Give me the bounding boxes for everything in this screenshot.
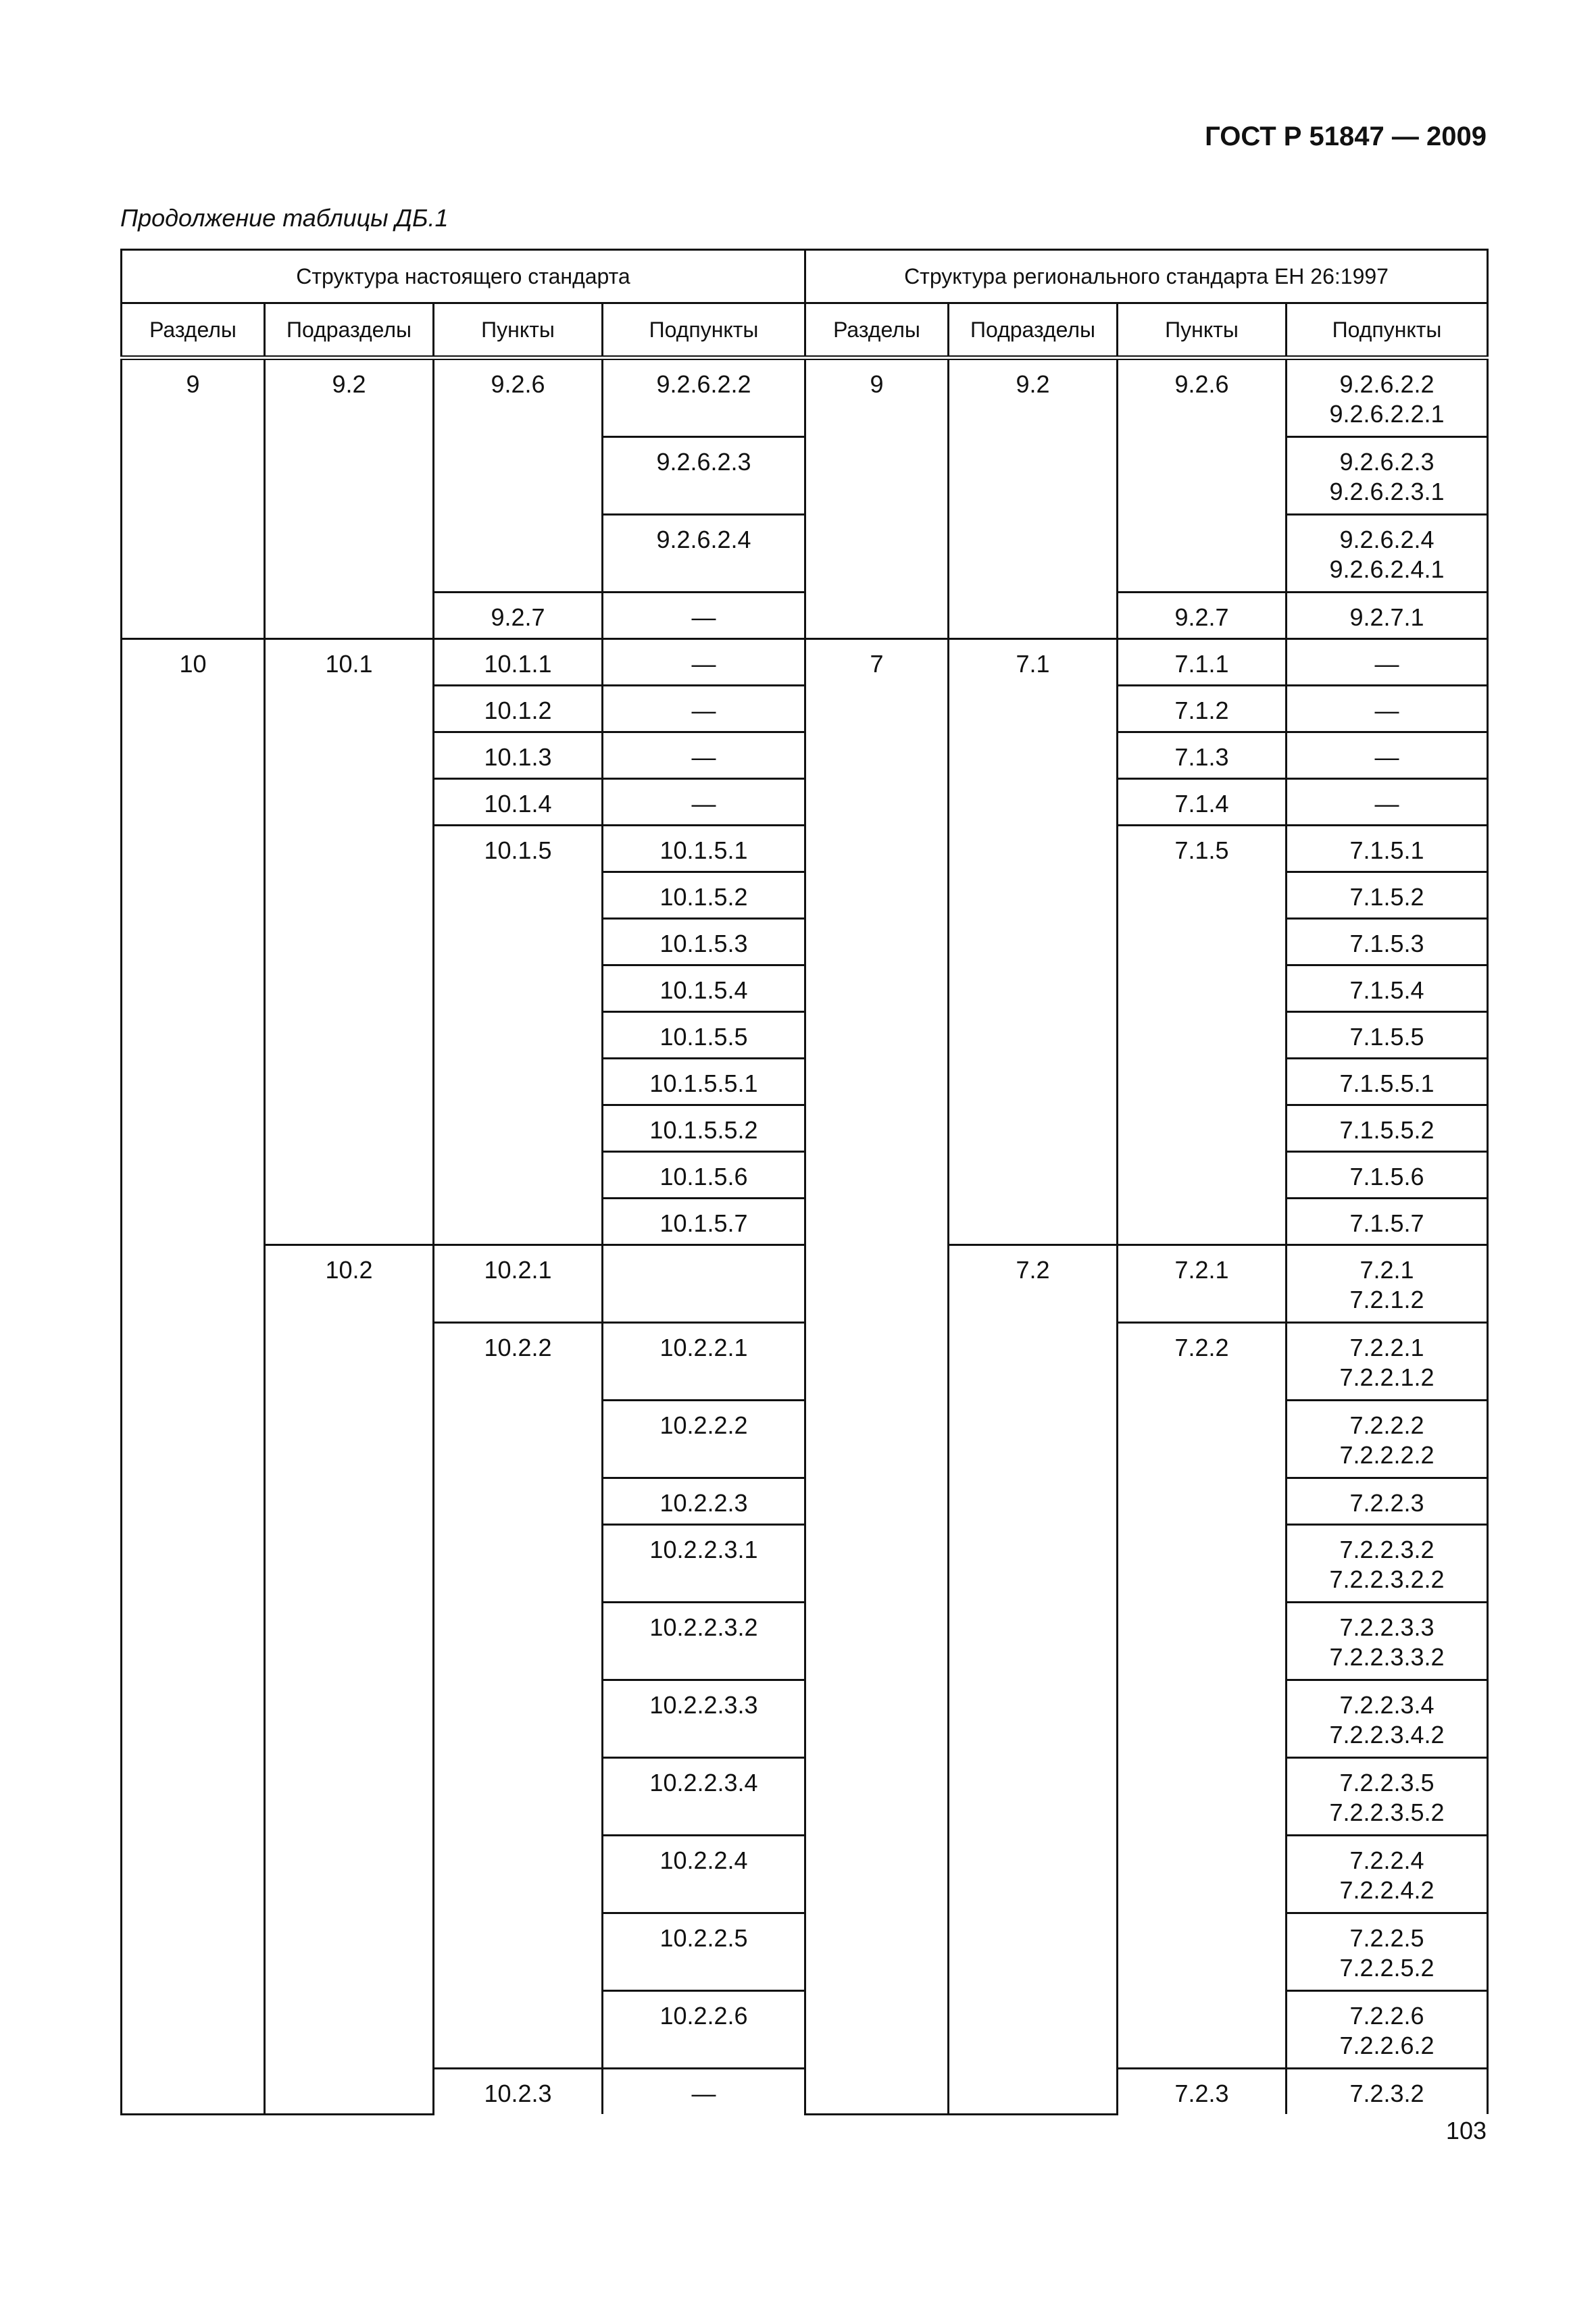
cell-left-subclause: — — [603, 593, 805, 639]
cell-left-subclause: 10.1.5.7 — [603, 1199, 805, 1245]
cell-left-subsection: 10.2 — [265, 1245, 434, 2115]
cell-right-subclause: 7.2.2.3.4 7.2.2.3.4.2 — [1287, 1680, 1488, 1758]
cell-left-subclause: 9.2.6.2.3 — [603, 437, 805, 515]
cell-right-clause: 7.1.2 — [1118, 686, 1287, 732]
cell-right-subclause: 7.2.2.6 7.2.2.6.2 — [1287, 1991, 1488, 2069]
table-column-header-row — [122, 303, 1488, 358]
cell-left-subclause: 10.1.5.2 — [603, 872, 805, 919]
cell-right-subsection: 9.2 — [949, 358, 1118, 639]
cell-left-subclause: 10.1.5.5 — [603, 1012, 805, 1059]
column-header: Пункты — [1118, 303, 1287, 358]
cell-left-clause: 10.2.2 — [434, 1323, 603, 2069]
cell-right-subsection: 7.2 — [949, 1245, 1118, 2115]
cell-left-subclause: 10.1.5.3 — [603, 919, 805, 965]
document-header: ГОСТ Р 51847 — 2009 — [1205, 122, 1487, 151]
cell-left-clause: 10.2.3 — [434, 2069, 603, 2115]
cell-left-section: 10 — [122, 639, 265, 2115]
cell-right-subclause: 7.2.2.5 7.2.2.5.2 — [1287, 1913, 1488, 1991]
cell-left-subclause — [603, 1245, 805, 1323]
cell-right-clause: 7.2.1 — [1118, 1245, 1287, 1323]
group-header-left: Структура настоящего стандарта — [122, 250, 805, 303]
table-row — [122, 1245, 1488, 1323]
cell-left-subclause: 10.2.2.3.2 — [603, 1603, 805, 1680]
cell-left-subclause: 10.2.2.3 — [603, 1478, 805, 1525]
cell-right-subclause: 7.2.2.3.5 7.2.2.3.5.2 — [1287, 1758, 1488, 1836]
cell-right-subclause: 9.2.7.1 — [1287, 593, 1488, 639]
cell-left-subclause: 10.2.2.3.1 — [603, 1525, 805, 1603]
cell-right-clause: 9.2.6 — [1118, 358, 1287, 593]
cell-right-section: 7 — [805, 639, 949, 2115]
cell-right-subclause: 7.2.3.2 — [1287, 2069, 1488, 2115]
cell-right-subclause: 7.2.2.2 7.2.2.2.2 — [1287, 1401, 1488, 1478]
cell-right-subclause: 9.2.6.2.3 9.2.6.2.3.1 — [1287, 437, 1488, 515]
cell-right-clause: 9.2.7 — [1118, 593, 1287, 639]
cell-left-subsection: 9.2 — [265, 358, 434, 639]
correspondence-table — [120, 249, 1489, 2115]
cell-right-subclause: — — [1287, 779, 1488, 826]
group-header-right: Структура регионального стандарта ЕН 26:1997 — [805, 250, 1488, 303]
cell-left-subsection: 10.1 — [265, 639, 434, 1245]
cell-right-subclause: 7.1.5.2 — [1287, 872, 1488, 919]
cell-right-subclause: 9.2.6.2.4 9.2.6.2.4.1 — [1287, 515, 1488, 593]
cell-left-subclause: 10.1.5.4 — [603, 965, 805, 1012]
table-row — [122, 639, 1488, 686]
column-header: Пункты — [434, 303, 603, 358]
cell-right-subclause: — — [1287, 639, 1488, 686]
page-number: 103 — [1445, 2117, 1487, 2144]
cell-left-subclause: 10.2.2.4 — [603, 1836, 805, 1913]
cell-left-subclause: 10.2.2.6 — [603, 1991, 805, 2069]
cell-left-subclause: — — [603, 2069, 805, 2115]
cell-right-subclause: 9.2.6.2.2 9.2.6.2.2.1 — [1287, 358, 1488, 437]
column-header: Подразделы — [949, 303, 1118, 358]
cell-left-subclause: 10.2.2.1 — [603, 1323, 805, 1401]
cell-left-subclause: — — [603, 686, 805, 732]
cell-right-subclause: 7.2.1 7.2.1.2 — [1287, 1245, 1488, 1323]
cell-right-subclause: — — [1287, 686, 1488, 732]
cell-left-clause: 10.1.4 — [434, 779, 603, 826]
cell-right-subclause: 7.2.2.3.2 7.2.2.3.2.2 — [1287, 1525, 1488, 1603]
column-header: Разделы — [805, 303, 949, 358]
cell-left-subclause: 10.1.5.5.1 — [603, 1059, 805, 1105]
cell-right-subclause: 7.2.2.1 7.2.2.1.2 — [1287, 1323, 1488, 1401]
cell-right-subclause: 7.1.5.5.2 — [1287, 1105, 1488, 1152]
cell-left-subclause: 10.2.2.3.3 — [603, 1680, 805, 1758]
cell-right-subclause: 7.2.2.3 — [1287, 1478, 1488, 1525]
cell-right-clause: 7.1.3 — [1118, 732, 1287, 779]
cell-left-subclause: 10.1.5.5.2 — [603, 1105, 805, 1152]
column-header: Подпункты — [1287, 303, 1488, 358]
cell-left-clause: 10.1.3 — [434, 732, 603, 779]
column-header: Подразделы — [265, 303, 434, 358]
cell-right-subsection: 7.1 — [949, 639, 1118, 1245]
cell-left-subclause: 10.2.2.2 — [603, 1401, 805, 1478]
cell-left-subclause: 10.2.2.5 — [603, 1913, 805, 1991]
cell-right-subclause: 7.1.5.3 — [1287, 919, 1488, 965]
cell-left-subclause: — — [603, 639, 805, 686]
cell-right-subclause: 7.1.5.7 — [1287, 1199, 1488, 1245]
cell-left-subclause: 10.1.5.6 — [603, 1152, 805, 1199]
cell-left-clause: 10.1.1 — [434, 639, 603, 686]
cell-right-subclause: 7.1.5.5.1 — [1287, 1059, 1488, 1105]
cell-right-subclause: — — [1287, 732, 1488, 779]
cell-left-section: 9 — [122, 358, 265, 639]
cell-left-clause: 10.2.1 — [434, 1245, 603, 1323]
cell-left-clause: 9.2.6 — [434, 358, 603, 593]
cell-left-subclause: 10.1.5.1 — [603, 826, 805, 872]
table-group-header-row — [122, 250, 1488, 303]
cell-left-subclause: — — [603, 779, 805, 826]
cell-right-clause: 7.1.1 — [1118, 639, 1287, 686]
cell-left-clause: 10.1.2 — [434, 686, 603, 732]
cell-right-subclause: 7.2.2.4 7.2.2.4.2 — [1287, 1836, 1488, 1913]
cell-left-subclause: 9.2.6.2.4 — [603, 515, 805, 593]
cell-right-subclause: 7.1.5.4 — [1287, 965, 1488, 1012]
column-header: Подпункты — [603, 303, 805, 358]
cell-right-section: 9 — [805, 358, 949, 639]
cell-left-subclause: 9.2.6.2.2 — [603, 358, 805, 437]
cell-left-subclause: 10.2.2.3.4 — [603, 1758, 805, 1836]
table-row — [122, 358, 1488, 437]
cell-right-subclause: 7.1.5.5 — [1287, 1012, 1488, 1059]
cell-right-subclause: 7.1.5.1 — [1287, 826, 1488, 872]
cell-right-clause: 7.2.3 — [1118, 2069, 1287, 2115]
cell-right-clause: 7.2.2 — [1118, 1323, 1287, 2069]
cell-left-clause: 9.2.7 — [434, 593, 603, 639]
cell-left-subclause: — — [603, 732, 805, 779]
cell-right-subclause: 7.2.2.3.3 7.2.2.3.3.2 — [1287, 1603, 1488, 1680]
table-caption: Продолжение таблицы ДБ.1 — [120, 204, 449, 232]
cell-left-clause: 10.1.5 — [434, 826, 603, 1245]
cell-right-clause: 7.1.4 — [1118, 779, 1287, 826]
cell-right-clause: 7.1.5 — [1118, 826, 1287, 1245]
cell-right-subclause: 7.1.5.6 — [1287, 1152, 1488, 1199]
column-header: Разделы — [122, 303, 265, 358]
